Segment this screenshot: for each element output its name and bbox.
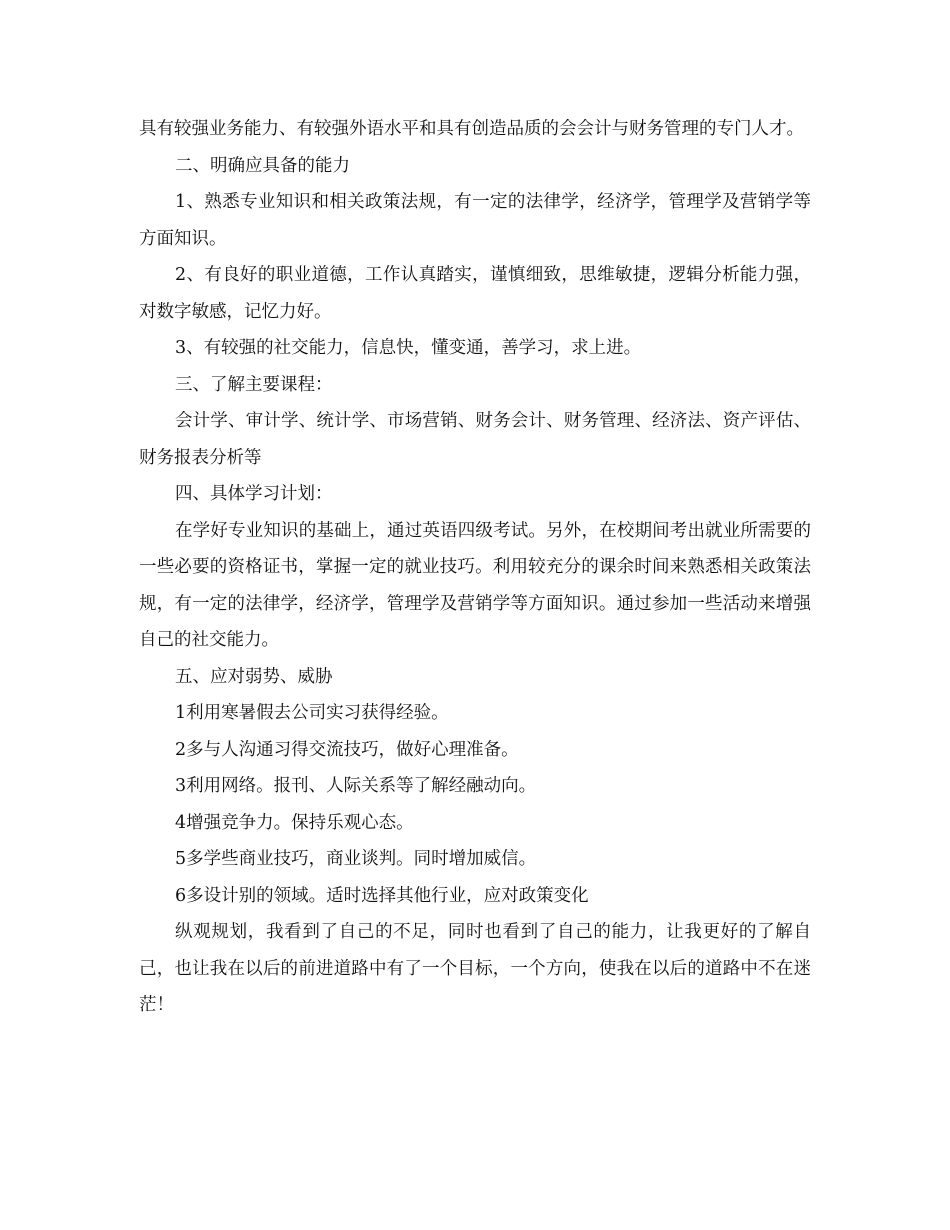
heading-required-abilities: 二、明确应具备的能力 xyxy=(175,155,350,176)
document-body xyxy=(139,111,811,1024)
list-item-ability-2: 2、有良好的职业道德，工作认真踏实，谨慎细致，思维敏捷，逻辑分析能力强，对数字敏感，记忆力好。 xyxy=(139,265,811,322)
list-item-response-3: 3利用网络。报刊、人际关系等了解经融动向。 xyxy=(175,776,537,796)
list-item-response-4: 4增强竞争力。保持乐观心态。 xyxy=(175,812,414,833)
list-item-response-5: 5多学些商业技巧，商业谈判。同时增加威信。 xyxy=(175,849,537,869)
heading-study-plan: 四、具体学习计划： xyxy=(175,484,333,504)
paragraph-course-list: 会计学、审计学、统计学、市场营销、财务会计、财务管理、经济法、资产评估、财务报表分析等 xyxy=(139,411,811,468)
heading-main-courses: 三、了解主要课程： xyxy=(175,374,333,395)
list-item-response-6: 6多设计别的领域。适时选择其他行业，应对政策变化 xyxy=(175,885,589,906)
paragraph-study-plan: 在学好专业知识的基础上，通过英语四级考试。另外，在校期间考出就业所需要的一些必要的资格证书，掌握一定的就业技巧。利用较充分的课余时间来熟悉相关政策法规，有一定的法律学，经济学，管理学及营销学等方面知识。通过参加一些活动来增强自己的社交能力。 xyxy=(139,520,811,650)
paragraph-conclusion: 纵观规划，我看到了自己的不足，同时也看到了自己的能力，让我更好的了解自己，也让我在以后的前进道路中有了一个目标，一个方向，使我在以后的道路中不在迷茫！ xyxy=(139,922,811,1015)
list-item-ability-3: 3、有较强的社交能力，信息快，懂变通，善学习，求上进。 xyxy=(175,338,642,358)
list-item-response-1: 1利用寒暑假去公司实习获得经验。 xyxy=(175,703,449,723)
paragraph-intro-continuation: 具有较强业务能力、有较强外语水平和具有创造品质的会会计与财务管理的专门人才。 xyxy=(139,119,804,139)
list-item-response-2: 2多与人沟通习得交流技巧，做好心理准备。 xyxy=(175,739,519,760)
heading-weakness-response: 五、应对弱势、威胁 xyxy=(175,666,333,687)
list-item-ability-1: 1、熟悉专业知识和相关政策法规，有一定的法律学，经济学，管理学及营销学等方面知识。 xyxy=(139,192,811,249)
